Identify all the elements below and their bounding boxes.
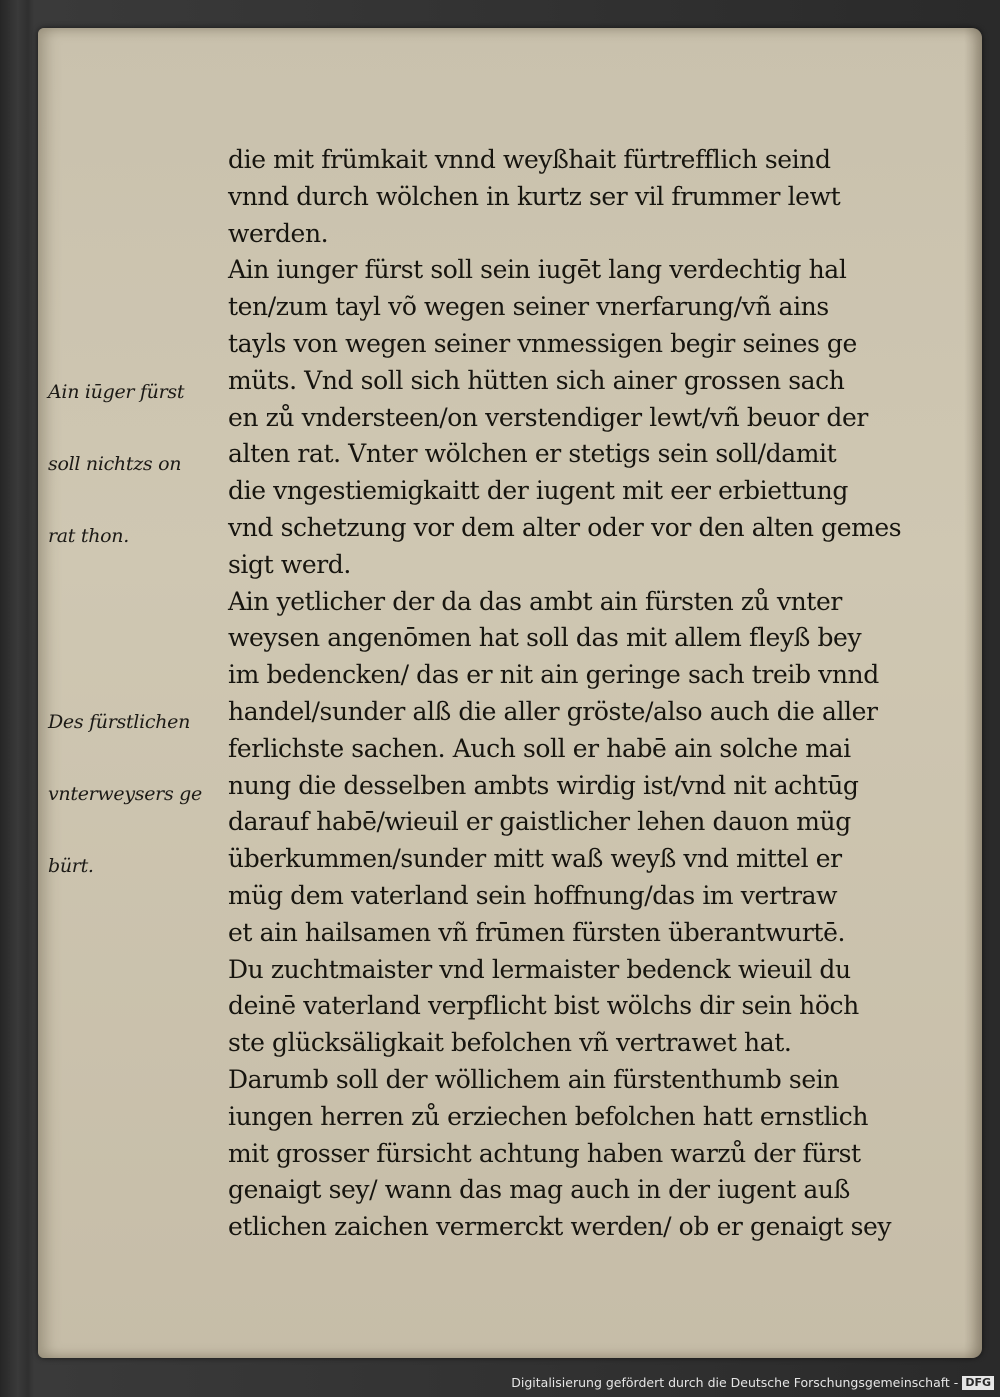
text-line: sigt werd. <box>228 549 351 579</box>
text-line: handel/sunder alß die aller gröste/also auch die aller <box>228 696 878 726</box>
text-line: ferlichste sachen. Auch soll er habē ain solche mai <box>228 733 851 763</box>
text-line: müg dem vaterland sein hoffnung/das im vertraw <box>228 880 838 910</box>
text-line: deinē vaterland verpflicht bist wölchs dir sein höch <box>228 991 859 1021</box>
text-line: die vngestiemigkaitt der iugent mit eer erbiettung <box>228 476 848 506</box>
book-page <box>38 28 982 1358</box>
text-line: mit grosser fürsicht achtung haben warzů der fürst <box>228 1138 861 1168</box>
page-edge-shadow <box>964 28 982 1358</box>
text-line: ten/zum tayl võ wegen seiner vnerfarung/vñ ains <box>228 292 829 322</box>
body-text <box>228 142 908 1246</box>
text-line: im bedencken/ das er nit ain geringe sach treib vnnd <box>228 660 879 690</box>
text-line: vnnd durch wölchen in kurtz ser vil frummer lewt <box>228 181 841 211</box>
text-line: iungen herren zů erziechen befolchen hatt ernstlich <box>228 1101 869 1131</box>
text-line: nung die desselben ambts wirdig ist/vnd nit achtūg <box>228 770 859 800</box>
text-line: vnd schetzung vor dem alter oder vor den alten gemes <box>228 512 902 542</box>
text-line: Darumb soll der wöllichem ain fürstenthumb sein <box>228 1064 840 1094</box>
dfg-logo: DFG <box>962 1376 994 1390</box>
margin-note-young-prince <box>48 332 184 596</box>
text-line: Ain yetlicher der da das ambt ain fürsten zů vnter <box>228 586 842 616</box>
margin-note-line: rat thon. <box>48 525 129 547</box>
margin-note-line: bürt. <box>48 855 94 877</box>
text-line: genaigt sey/ wann das mag auch in der iugent auß <box>228 1175 850 1205</box>
text-line: alten rat. Vnter wölchen er stetigs sein soll/damit <box>228 439 837 469</box>
text-line: et ain hailsamen vñ frūmen fürsten überantwurtē. <box>228 917 846 947</box>
credit-text: Digitalisierung gefördert durch die Deutsche Forschungsgemeinschaft - <box>511 1375 959 1390</box>
text-line: Du zuchtmaister vnd lermaister bedenck wieuil du <box>228 954 851 984</box>
text-line: werden. <box>228 218 329 248</box>
text-line: Ain iunger fürst soll sein iugēt lang verdechtig hal <box>228 255 847 285</box>
text-line: ste glücksäligkait befolchen vñ vertrawet hat. <box>228 1028 792 1058</box>
text-line: etlichen zaichen vermerckt werden/ ob er genaigt sey <box>228 1212 892 1242</box>
margin-note-line: Des fürstlichen <box>48 711 191 733</box>
text-line: weysen angenōmen hat soll das mit allem fleyß bey <box>228 623 862 653</box>
margin-note-line: vnterweysers ge <box>48 783 202 805</box>
digitization-credit <box>0 1375 994 1390</box>
text-line: darauf habē/wieuil er gaistlicher lehen dauon müg <box>228 807 851 837</box>
margin-note-tutor-duty <box>48 662 202 926</box>
text-line: überkummen/sunder mitt waß weyß vnd mittel er <box>228 844 842 874</box>
text-line: die mit frümkait vnnd weyßhait fürtrefflich seind <box>228 145 831 174</box>
text-line: müts. Vnd soll sich hütten sich ainer grossen sach <box>228 365 845 395</box>
margin-note-line: Ain iūger fürst <box>48 381 185 403</box>
margin-note-line: soll nichtzs on <box>48 453 182 475</box>
text-line: en zů vndersteen/on verstendiger lewt/vñ beuor der <box>228 402 868 432</box>
text-line: tayls von wegen seiner vnmessigen begir seines ge <box>228 328 857 358</box>
